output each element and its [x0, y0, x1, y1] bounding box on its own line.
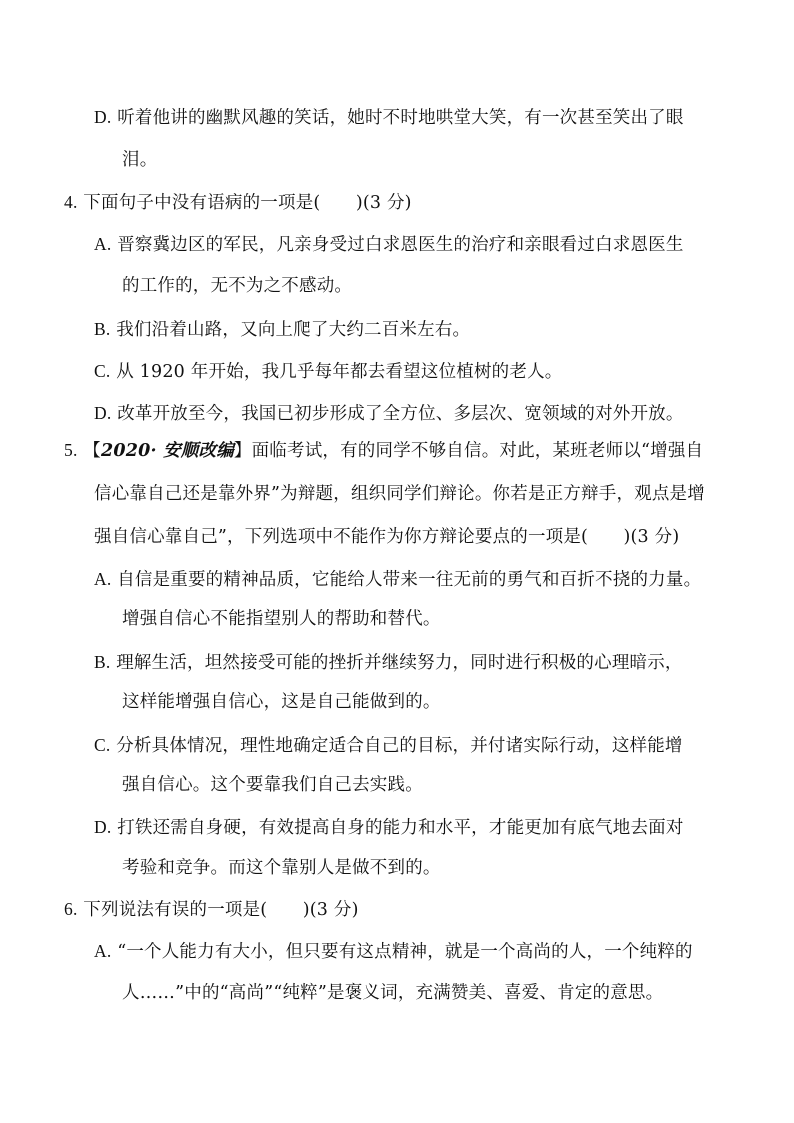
option-text: 晋察冀边区的军民，凡亲身受过白求恩医生的治疗和亲眼看过白求恩医生 — [117, 235, 684, 255]
option-label: D. — [94, 107, 112, 127]
q4-option-d — [94, 401, 684, 426]
option-text: 分析具体情况，理性地确定适合自己的目标，并付诸实际行动，这样能增 — [116, 736, 683, 756]
option-label: B. — [94, 319, 111, 339]
q5-option-c — [94, 733, 683, 758]
q3-option-d-cont: 泪。 — [122, 150, 158, 170]
q5-option-a-cont: 增强自信心不能指望别人的帮助和替代。 — [122, 609, 441, 629]
q5-stem-line3: 强自信心靠自己”，下列选项中不能作为你方辩论要点的一项是( )(3 分) — [94, 527, 680, 547]
option-label: D. — [94, 817, 112, 837]
q5-option-d — [94, 815, 684, 840]
option-text: 听着他讲的幽默风趣的笑话，她时不时地哄堂大笑，有一次甚至笑出了眼 — [117, 108, 684, 128]
question-number: 6. — [64, 899, 78, 919]
option-label: C. — [94, 735, 111, 755]
q4-stem — [64, 190, 412, 215]
q4-option-b — [94, 317, 470, 342]
q6-stem — [64, 897, 359, 922]
question-number: 5. — [64, 440, 78, 460]
option-text: 打铁还需自身硬，有效提高自身的能力和水平，才能更加有底气地去面对 — [117, 818, 684, 838]
option-text: 理解生活，坦然接受可能的挫折并继续努力，同时进行积极的心理暗示， — [116, 653, 683, 673]
option-label: A. — [94, 569, 112, 589]
question-text: 面临考试，有的同学不够自信。对此，某班老师以“增强自 — [251, 441, 704, 461]
option-label: B. — [94, 652, 111, 672]
source-bracket-close: 】 — [233, 441, 252, 461]
source-tag: 2020· 安顺改编 — [101, 441, 234, 461]
option-text: 改革开放至今，我国已初步形成了全方位、多层次、宽领域的对外开放。 — [117, 404, 684, 424]
q4-option-a — [94, 232, 684, 257]
option-text: “一个人能力有大小，但只要有这点精神，就是一个高尚的人，一个纯粹的 — [117, 942, 693, 962]
option-text: 我们沿着山路，又向上爬了大约二百米左右。 — [116, 320, 471, 340]
option-text: 从 1920 年开始，我几乎每年都去看望这位植树的老人。 — [116, 362, 563, 382]
q5-option-c-cont: 强自信心。这个要靠我们自己去实践。 — [122, 775, 423, 795]
question-text: 下列说法有误的一项是( )(3 分) — [83, 900, 359, 920]
q3-option-d — [94, 105, 684, 130]
option-label: A. — [94, 941, 112, 961]
question-text: 下面句子中没有语病的一项是( )(3 分) — [83, 193, 412, 213]
question-number: 4. — [64, 192, 78, 212]
q5-stem-line1 — [64, 438, 703, 463]
option-text: 自信是重要的精神品质，它能给人带来一往无前的勇气和百折不挠的力量。 — [117, 570, 702, 590]
q5-option-b — [94, 650, 683, 675]
option-label: C. — [94, 361, 111, 381]
option-label: A. — [94, 234, 112, 254]
q5-stem-line2: 信心靠自己还是靠外界”为辩题，组织同学们辩论。你若是正方辩手，观点是增 — [94, 484, 705, 504]
q4-option-a-cont: 的工作的，无不为之不感动。 — [122, 276, 353, 296]
q6-option-a — [94, 939, 693, 964]
q5-option-d-cont: 考验和竞争。而这个靠别人是做不到的。 — [122, 858, 441, 878]
option-label: D. — [94, 403, 112, 423]
q5-option-a — [94, 567, 701, 592]
q5-option-b-cont: 这样能增强自信心，这是自己能做到的。 — [122, 692, 441, 712]
q4-option-c — [94, 359, 562, 384]
source-bracket-open: 【 — [83, 441, 101, 461]
q6-option-a-cont: 人……”中的“高尚”“纯粹”是褒义词，充满赞美、喜爱、肯定的意思。 — [122, 983, 664, 1003]
